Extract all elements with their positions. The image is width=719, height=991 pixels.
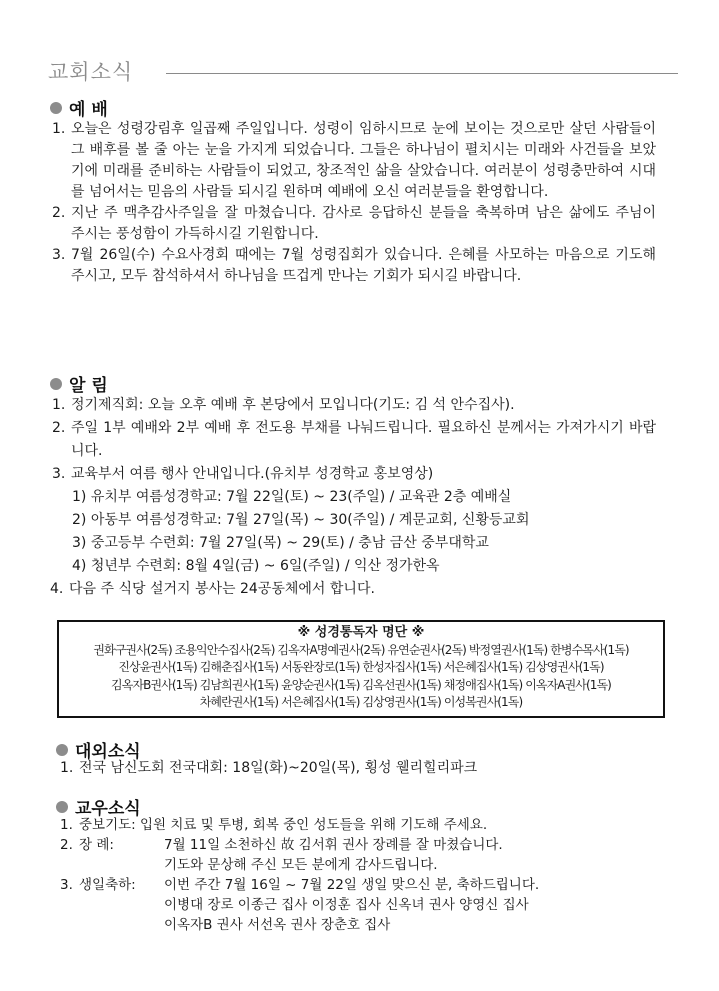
bullet-icon bbox=[56, 801, 68, 813]
prayer-request-text: 중보기도: 입원 치료 및 투병, 회복 중인 성도들을 위해 기도해 주세요. bbox=[79, 817, 488, 833]
members-list bbox=[60, 815, 670, 935]
birthday-names: 이옥자B 권사 서선옥 권사 장춘호 집사 bbox=[164, 917, 391, 933]
external-title: 대외소식 bbox=[75, 742, 141, 762]
funeral-label: 장 례: bbox=[79, 837, 114, 853]
birthday-names: 이병대 장로 이종근 집사 이정훈 집사 신옥녀 권사 양영신 집사 bbox=[164, 897, 529, 913]
page-header bbox=[48, 52, 678, 86]
funeral-thanks-text: 기도와 문상해 주신 모든 분에게 감사드립니다. bbox=[164, 857, 438, 873]
notices-list bbox=[52, 394, 656, 601]
notices-heading bbox=[50, 371, 108, 396]
list-item: 4. 다음 주 식당 설거지 봉사는 24공동체에서 합니다. bbox=[50, 578, 656, 601]
bullet-icon bbox=[50, 378, 62, 390]
list-item: 1. 전국 남신도회 전국대회: 18일(화)~20일(목), 횡성 웰리힐리파크 bbox=[60, 758, 660, 779]
external-list bbox=[60, 758, 660, 779]
bullet-icon bbox=[56, 744, 68, 756]
worship-item-text: 7월 26일(수) 수요사경회 때에는 7월 성령집회가 있습니다. 은혜를 사모하는 마음으로 기도해 주시고, 모두 참석하셔서 하나님을 뜨겁게 만나는 기회가 되시길 바랍니다. bbox=[71, 247, 656, 284]
worship-heading bbox=[50, 95, 108, 120]
list-item: 1. 정기제직회: 오늘 오후 예배 후 본당에서 모입니다(기도: 김 석 안수집사). bbox=[52, 394, 656, 417]
birthday-label: 생일축하: bbox=[79, 877, 136, 893]
readers-line: 권화구권사(2독) 조용익안수집사(2독) 김옥자A명예권사(2독) 유연순권사(2독) 박정열권사(1독) 한병수목사(1독) bbox=[93, 642, 629, 657]
list-item: 2. 장 례: 7월 11일 소천하신 故 김서휘 권사 장례를 잘 마쳤습니다. bbox=[60, 837, 503, 853]
bible-readers-title: ※ 성경통독자 명단 ※ bbox=[297, 625, 425, 640]
notices-title: 알 림 bbox=[69, 376, 108, 396]
sub-list-item: 4) 청년부 수련회: 8월 4일(금) ~ 6일(주일) / 익산 정가한옥 bbox=[72, 558, 440, 574]
list-item: 3. 생일축하: 이번 주간 7월 16일 ~ 7월 22일 생일 맞으신 분, 축하드립니다. bbox=[60, 877, 540, 893]
list-item: 2. 주일 1부 예배와 2부 예배 후 전도용 부채를 나눠드립니다. 필요하신 분께서는 가져가시기 바랍니다. bbox=[52, 417, 656, 463]
list-item: 3. 교육부서 여름 행사 안내입니다.(유치부 성경학교 홍보영상) bbox=[52, 463, 656, 486]
list-item: 3. 7월 26일(수) 수요사경회 때에는 7월 성령집회가 있습니다. 은혜를 사모하는 마음으로 기도해 주시고, 모두 참석하셔서 하나님을 뜨겁게 만나는 기회가 되시길 바랍니다. bbox=[52, 245, 656, 287]
funeral-text: 7월 11일 소천하신 故 김서휘 권사 장례를 잘 마쳤습니다. bbox=[164, 837, 503, 853]
notice-item-text: 다음 주 식당 설거지 봉사는 24공동체에서 합니다. bbox=[69, 581, 375, 597]
notice-item-text: 교육부서 여름 행사 안내입니다.(유치부 성경학교 홍보영상) bbox=[71, 466, 434, 482]
readers-line: 차혜란권사(1독) 서은혜집사(1독) 김상영권사(1독) 이성복권사(1독) bbox=[199, 695, 523, 709]
external-item-text: 전국 남신도회 전국대회: 18일(화)~20일(목), 횡성 웰리힐리파크 bbox=[79, 760, 478, 776]
header-rule bbox=[166, 73, 678, 74]
bullet-icon bbox=[50, 102, 62, 114]
bible-readers-box bbox=[57, 620, 665, 718]
members-title: 교우소식 bbox=[75, 799, 141, 819]
notice-item-text: 정기제직회: 오늘 오후 예배 후 본당에서 모입니다(기도: 김 석 안수집사). bbox=[71, 397, 515, 413]
notice-item-text: 주일 1부 예배와 2부 예배 후 전도용 부채를 나눠드립니다. 필요하신 분께서는 가져가시기 바랍니다. bbox=[71, 420, 656, 459]
worship-item-text: 지난 주 맥추감사주일을 잘 마쳤습니다. 감사로 응답하신 분들을 축복하며 남은 삶에도 주님이 주시는 풍성함이 가득하시길 기원합니다. bbox=[71, 205, 656, 242]
worship-title: 예 배 bbox=[69, 100, 108, 120]
sub-list-item: 1) 유치부 여름성경학교: 7월 22일(토) ~ 23(주일) / 교육관 2층 예배실 bbox=[72, 489, 512, 505]
list-item: 1. 오늘은 성령강림후 일곱째 주일입니다. 성령이 임하시므로 눈에 보이는 것으로만 살던 사람들이 그 배후를 볼 줄 아는 눈을 가지게 되었습니다. 그들은 하나님이 펼치시는 미래와 사건들을 보았기에 미래를 준비하는 사람들이 되었고, 창조적인 삶을 살았습니다. 여러분이 성령충만하여 시대를 넘어서는 믿음의 사람들 되시길 원하며 예배에 오신 여러분들을 환영합니다. bbox=[52, 119, 656, 203]
birthday-text: 이번 주간 7월 16일 ~ 7월 22일 생일 맞으신 분, 축하드립니다. bbox=[164, 877, 540, 893]
sub-list-item: 3) 중고등부 수련회: 7월 27일(목) ~ 29(토) / 충남 금산 중부대학교 bbox=[72, 535, 489, 551]
list-item: 2. 지난 주 맥추감사주일을 잘 마쳤습니다. 감사로 응답하신 분들을 축복하며 남은 삶에도 주님이 주시는 풍성함이 가득하시길 기원합니다. bbox=[52, 203, 656, 245]
readers-line: 김옥자B권사(1독) 김남희권사(1독) 윤양순권사(1독) 김옥선권사(1독) 채정애집사(1독) 이옥자A권사(1독) bbox=[111, 677, 611, 692]
worship-item-text: 오늘은 성령강림후 일곱째 주일입니다. 성령이 임하시므로 눈에 보이는 것으로만 살던 사람들이 그 배후를 볼 줄 아는 눈을 가지게 되었습니다. 그들은 하나님이 펼치시는 미래와 사건들을 보았기에 미래를 준비하는 사람들이 되었고, 창조적인 삶을 살았습니다. 여러분이 성령충만하여 시대를 넘어서는 믿음의 사람들 되시길 원하며 예배에 오신 여러분들을 환영합니다. bbox=[71, 121, 656, 200]
list-item: 1. 중보기도: 입원 치료 및 투병, 회복 중인 성도들을 위해 기도해 주세요. bbox=[60, 815, 670, 835]
readers-line: 진상윤권사(1독) 김해춘집사(1독) 서동완장로(1독) 한성자집사(1독) 서은혜집사(1독) 김상영권사(1독) bbox=[118, 660, 604, 674]
page-title: 교회소식 bbox=[48, 60, 134, 84]
sub-list-item: 2) 아동부 여름성경학교: 7월 27일(목) ~ 30(주일) / 계문교회, 신황등교회 bbox=[72, 512, 530, 528]
worship-list bbox=[52, 119, 656, 287]
